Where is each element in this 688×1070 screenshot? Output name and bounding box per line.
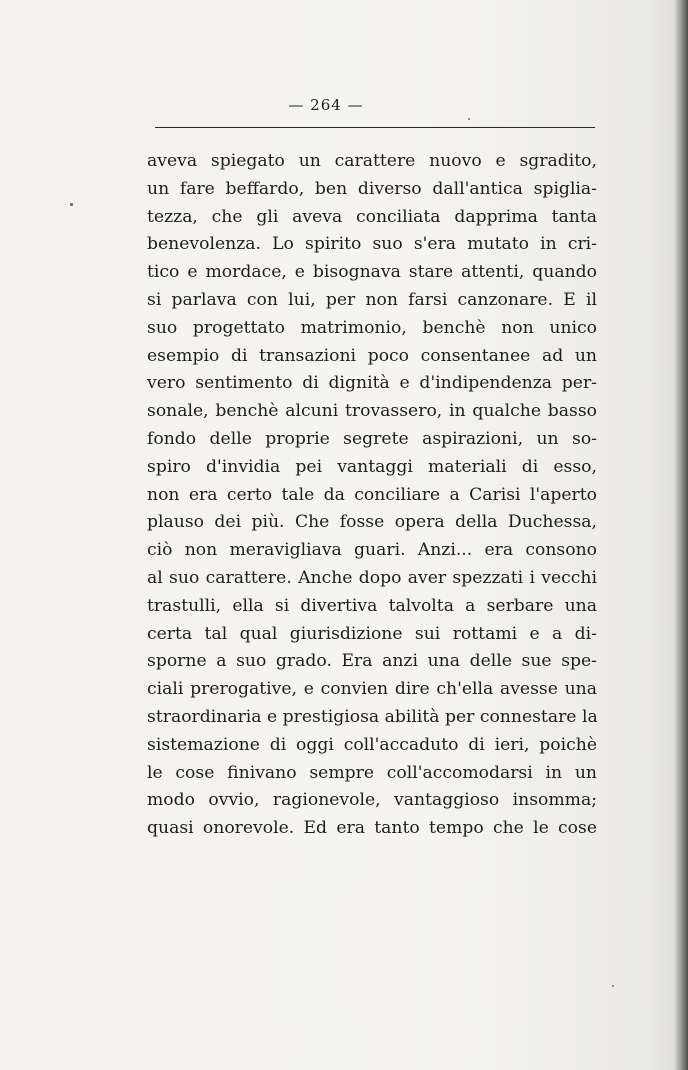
text-line: ciò non meravigliava guari. Anzi... era consono bbox=[147, 540, 597, 561]
text-line: straordinaria e prestigiosa abilità per connestare la bbox=[147, 706, 598, 727]
text-line: sonale, benchè alcuni trovassero, in qualche basso bbox=[147, 401, 597, 422]
header-rule bbox=[155, 127, 595, 128]
text-line: aveva spiegato un carattere nuovo e sgradito, bbox=[147, 151, 597, 171]
page-number: — 264 — bbox=[288, 96, 364, 114]
text-line: modo ovvio, ragionevole, vantaggioso insomma; bbox=[147, 790, 597, 811]
text-line: plauso dei più. Che fosse opera della Duchessa, bbox=[147, 512, 597, 533]
text-line: fondo delle proprie segrete aspirazioni, un so- bbox=[147, 428, 597, 449]
paper-speck bbox=[468, 118, 470, 120]
text-line: tico e mordace, e bisognava stare attenti, quando bbox=[147, 262, 597, 283]
text-line: al suo carattere. Anche dopo aver spezzati i vecchi bbox=[147, 567, 597, 588]
text-line: sistemazione di oggi coll'accaduto di ieri, poichè bbox=[147, 734, 597, 755]
text-line: le cose finivano sempre coll'accomodarsi in un bbox=[147, 762, 597, 783]
text-line: vero sentimento di dignità e d'indipendenza per- bbox=[147, 373, 597, 394]
text-line: non era certo tale da conciliare a Carisi l'aperto bbox=[147, 484, 597, 505]
text-line: un fare beffardo, ben diverso dall'antica spiglia- bbox=[147, 178, 597, 199]
text-line: trastulli, ella si divertiva talvolta a serbare una bbox=[147, 595, 597, 616]
paper-speck bbox=[70, 203, 73, 206]
page-edge-shadow bbox=[674, 0, 688, 1070]
text-line: benevolenza. Lo spirito suo s'era mutato in cri- bbox=[147, 234, 597, 255]
text-line: suo progettato matrimonio, benchè non unico bbox=[147, 317, 597, 338]
text-line: sporne a suo grado. Era anzi una delle sue spe- bbox=[147, 651, 597, 672]
text-line: esempio di transazioni poco consentanee ad un bbox=[147, 345, 597, 366]
text-line: ciali prerogative, e convien dire ch'ella avesse una bbox=[147, 679, 597, 700]
paper-speck bbox=[612, 985, 614, 987]
text-line: tezza, che gli aveva conciliata dapprima tanta bbox=[147, 206, 597, 227]
body-text bbox=[147, 148, 597, 843]
text-line: si parlava con lui, per non farsi canzonare. E il bbox=[147, 289, 597, 310]
text-line: spiro d'invidia pei vantaggi materiali di esso, bbox=[147, 456, 597, 477]
text-line: quasi onorevole. Ed era tanto tempo che le cose bbox=[147, 818, 597, 839]
text-line: certa tal qual giurisdizione sui rottami e a di- bbox=[147, 623, 597, 644]
